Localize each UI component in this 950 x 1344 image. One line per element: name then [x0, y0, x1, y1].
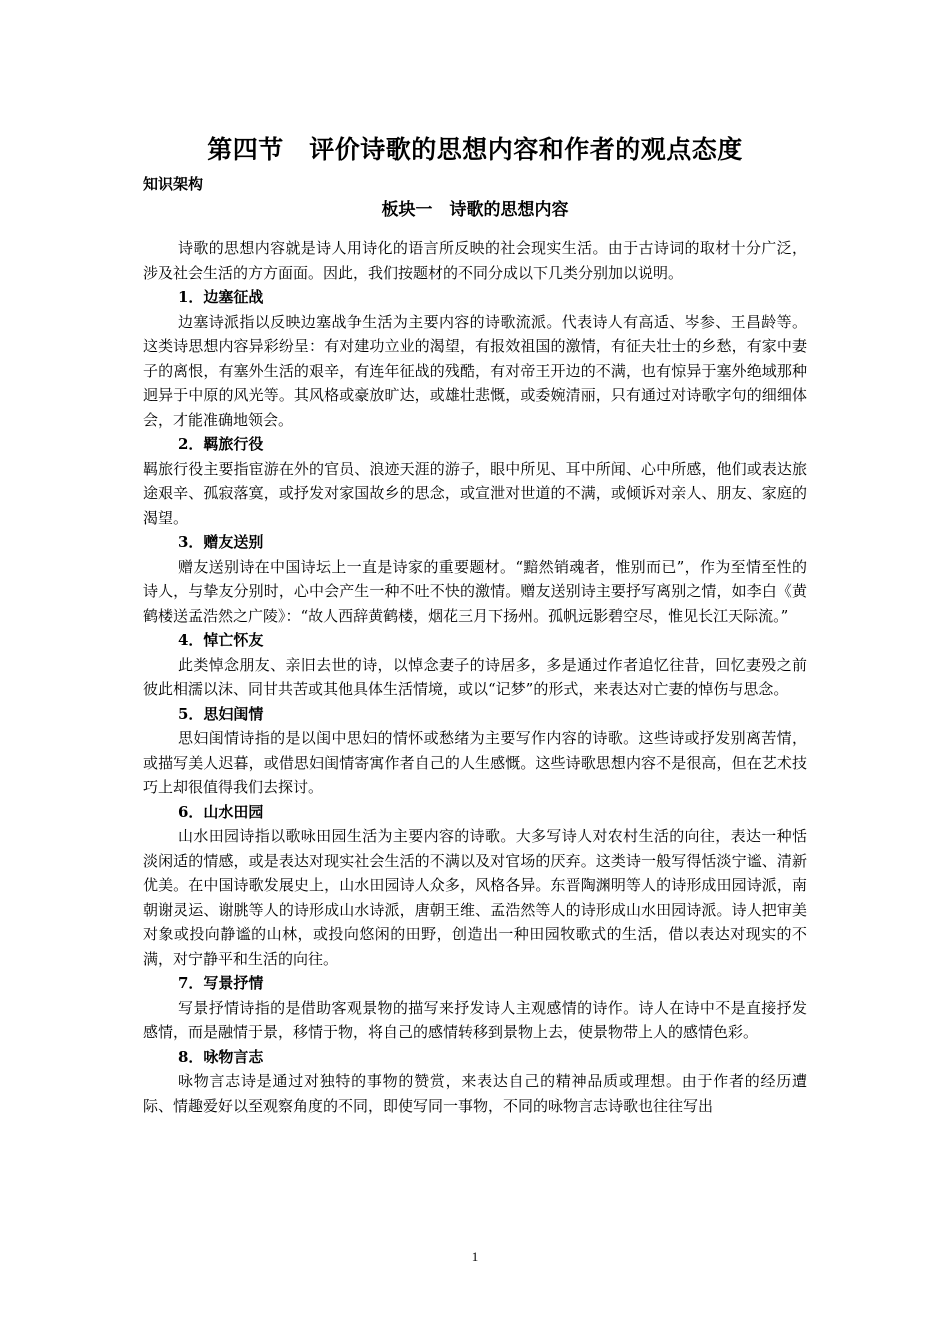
section-heading: 1．边塞征战 [178, 288, 264, 306]
section-paragraph: 写景抒情诗指的是借助客观景物的描写来抒发诗人主观感情的诗作。诗人在诗中不是直接抒发感情，而是融情于景，移情于物，将自己的感情转移到景物上去，使景物带上人的感情色彩。 [143, 998, 807, 1041]
section-heading: 8．咏物言志 [178, 1047, 264, 1066]
section-heading: 7．写景抒情 [178, 974, 264, 992]
section-paragraph: 思妇闺情诗指的是以闺中思妇的情怀或愁绪为主要写作内容的诗歌。这些诗或抒发别离苦情，或描写美人迟暮，或借思妇闺情寄寓作者自己的人生感慨。这些诗歌思想内容不是很高，但在艺术技巧上却很值得我们去探讨。 [143, 729, 807, 796]
block-subtitle: 板块一 诗歌的思想内容 [381, 200, 569, 220]
section-heading: 6．山水田园 [178, 802, 264, 821]
section-heading: 2．羁旅行役 [178, 435, 264, 453]
section-paragraph: 羁旅行役主要指宦游在外的官员、浪迹天涯的游子，眼中所见、耳中所闻、心中所感，他们或表达旅途艰辛、孤寂落寞，或抒发对家国故乡的思念，或宣泄对世道的不满，或倾诉对亲人、朋友、家庭的渴望。 [143, 459, 807, 527]
section-paragraph: 山水田园诗指以歌咏田园生活为主要内容的诗歌。大多写诗人对农村生活的向往，表达一种恬淡闲适的情感，或是表达对现实社会生活的不满以及对官场的厌弃。这类诗一般写得恬淡宁谧、清新优美。在中国诗歌发展史上，山水田园诗人众多，风格各异。东晋陶渊明等人的诗形成田园诗派，南朝谢灵运、谢朓等人的诗形成山水诗派，唐朝王维、孟浩然等人的诗形成山水田园诗派。诗人把审美对象或投向静谧的山林，或投向悠闲的田野，创造出一种田园牧歌式的生活，借以表达对现实的不满，对宁静平和生活的向往。 [143, 827, 807, 968]
section-paragraph: 此类悼念朋友、亲旧去世的诗，以悼念妻子的诗居多，多是通过作者追忆往昔，回忆妻殁之前彼此相濡以沫、同甘共苦或其他具体生活情境，或以“记梦”的形式，来表达对亡妻的悼伤与思念。 [143, 655, 807, 698]
section-paragraph: 边塞诗派指以反映边塞战争生活为主要内容的诗歌流派。代表诗人有高适、岑参、王昌龄等。这类诗思想内容异彩纷呈：有对建功立业的渴望，有报效祖国的激情，有征夫壮士的乡愁，有家中妻子的离恨，有塞外生活的艰辛，有连年征战的残酷，有对帝王开边的不满，也有惊异于塞外绝域那种迥异于中原的风光等。其风格或豪放旷达，或雄壮悲慨，或委婉清丽，只有通过对诗歌字句的细细体会，才能准确地领会。 [143, 312, 807, 429]
section-heading: 5．思妇闺情 [178, 704, 264, 723]
page-title: 第四节 评价诗歌的思想内容和作者的观点态度 [207, 135, 743, 164]
section-paragraph: 赠友送别诗在中国诗坛上一直是诗家的重要题材。“黯然销魂者，惟别而已”，作为至情至性的诗人，与挚友分别时，心中会产生一种不吐不快的激情。赠友送别诗主要抒写离别之情，如李白《黄鹤楼送孟浩然之广陵》：“故人西辞黄鹤楼，烟花三月下扬州。孤帆远影碧空尽，惟见长江天际流。” [143, 557, 807, 625]
section-heading: 4．悼亡怀友 [178, 631, 264, 649]
document-page [143, 128, 807, 1118]
intro-paragraph: 诗歌的思想内容就是诗人用诗化的语言所反映的社会现实生活。由于古诗词的取材十分广泛，涉及社会生活的方方面面。因此，我们按题材的不同分成以下几类分别加以说明。 [143, 239, 807, 282]
page-number: 1 [471, 1249, 479, 1264]
section-heading: 3．赠友送别 [178, 533, 264, 551]
section-label: 知识架构 [143, 175, 204, 193]
section-paragraph: 咏物言志诗是通过对独特的事物的赞赏，来表达自己的精神品质或理想。由于作者的经历遭际、情趣爱好以至观察角度的不同，即使写同一事物，不同的咏物言志诗歌也往往写出 [143, 1072, 807, 1115]
